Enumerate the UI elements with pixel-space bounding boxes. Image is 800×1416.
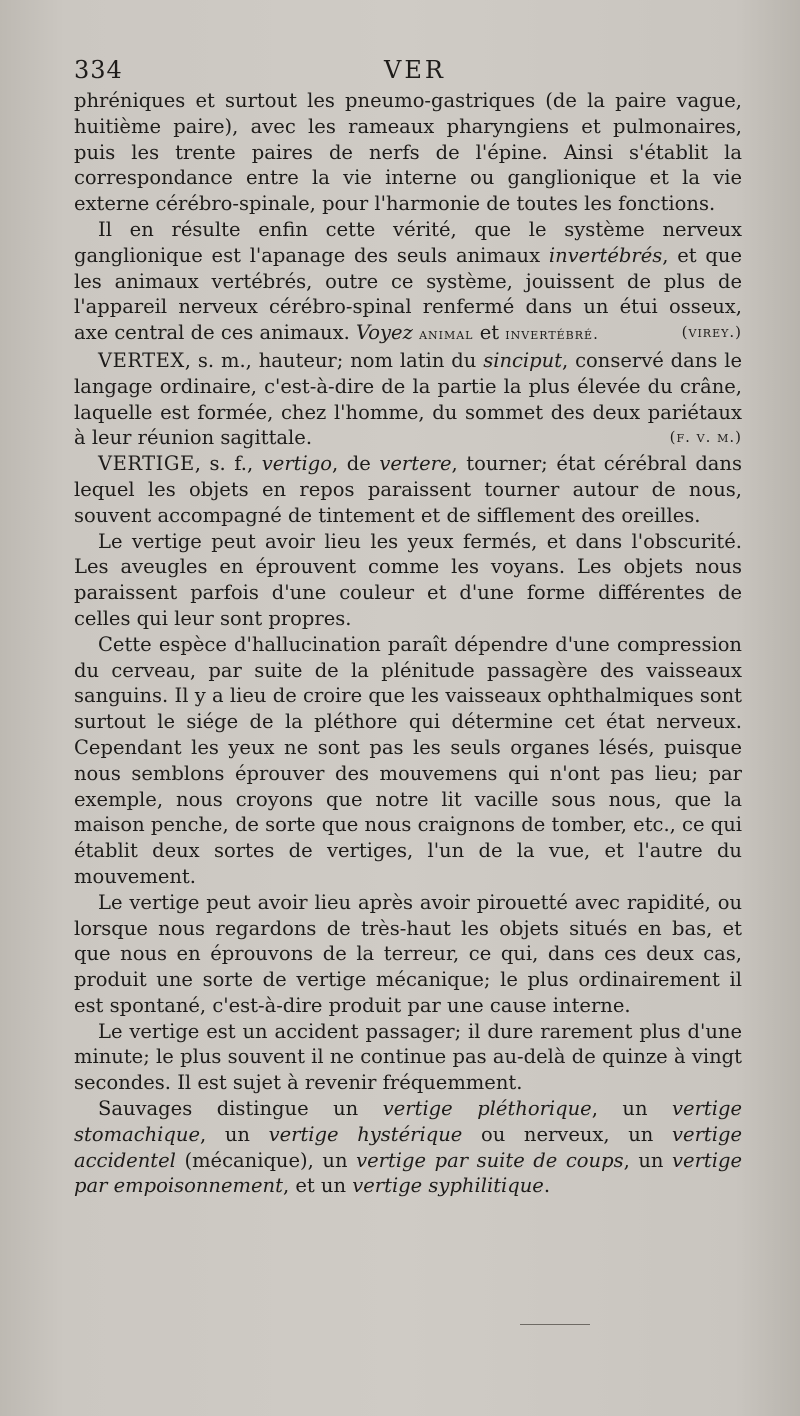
italic-term: vertige par empoisonnement (74, 1148, 742, 1198)
text-run: , tourner; état cérébral dans lequel les objets en repos paraissent tourner autour de nous, souvent accompagné de tintement et de sifflement des oreilles. (74, 452, 742, 527)
running-head: VER (384, 56, 446, 84)
text-run: , un (591, 1097, 673, 1121)
paragraph-continuation (74, 88, 742, 217)
text-run: , et un (282, 1174, 353, 1198)
paragraph-vertige-obscurity (74, 529, 742, 632)
paragraph-text: Le vertige peut avoir lieu les yeux fermés, et dans l'obscurité. Les aveugles en éprouvent comme les voyans. Les objets nous paraissent parfois d'une couleur et d'une forme différentes de celles qui leur sont propres. (74, 529, 742, 630)
page-body (74, 88, 742, 1199)
italic-term: vertige par suite de coups (356, 1148, 624, 1172)
italic-term: vertige stomachique (74, 1097, 742, 1146)
text-run: Il en résulte enfin cette vérité, que le système nerveux ganglionique est l'apanage des seuls animaux (74, 217, 742, 267)
page-number: 334 (74, 56, 123, 84)
italic-term: Voyez (355, 321, 413, 345)
italic-term: vertige pléthorique (382, 1097, 592, 1121)
italic-term: vertige accidentel (74, 1122, 742, 1172)
cross-reference: animal (419, 325, 474, 344)
text-run: , s. m., hauteur; nom latin du (184, 348, 484, 372)
text-run: , de (331, 452, 380, 476)
text-run: (mécanique), un (175, 1148, 357, 1172)
italic-term: vertige hystérique (268, 1122, 463, 1146)
entry-vertige (74, 451, 742, 528)
text-run: et (473, 321, 506, 345)
text-run: , un (623, 1148, 673, 1172)
paragraph-vertige-duration (74, 1019, 742, 1096)
italic-term: sinciput (483, 348, 563, 372)
paragraph-text: Le vertige est un accident passager; il dure rarement plus d'une minute; le plus souvent il ne continue pas au-delà de quinze à vingt secondes. Il est sujet à revenir fréquemment. (74, 1019, 742, 1095)
entry-headword: VERTIGE (98, 452, 195, 476)
paragraph-nervous-system (74, 217, 742, 348)
author-signature: (virey.) (681, 323, 742, 342)
text-run: , un (200, 1122, 269, 1146)
paragraph-text: Le vertige peut avoir lieu après avoir pirouetté avec rapidité, ou lorsque nous regardons de très-haut les objets situés en bas, et que nous en éprouvons de la terreur, ce qui, dans ces deux cas, produit une sorte de vertige mécanique; le plus ordinairement il est spontané, c'est-à-dire produit par une cause interne. (74, 890, 742, 1017)
text-run: , s. f., (194, 452, 262, 476)
italic-term: vertere (379, 452, 452, 476)
paragraph-text: phréniques et surtout les pneumo-gastriques (de la paire vague, huitième paire), avec les rameaux pharyngiens et pulmonaires, puis les trente paires de nerfs de l'épine. Ainsi s'établit la correspondance entre la vie interne ou ganglionique et la vie externe cérébro-spinale, pour l'harmonie de toutes les fonctions. (74, 89, 742, 216)
bottom-rule (520, 1324, 590, 1325)
cross-reference: invertébré. (505, 325, 599, 344)
text-run: , et que les animaux vertébrés, outre ce système, jouissent de plus de l'appareil nerveux cérébro-spinal renfermé dans un étui osseux, axe central de ces animaux. (74, 243, 742, 345)
italic-term: vertige syphilitique (352, 1174, 544, 1198)
text-run: ou nerveux, un (462, 1122, 673, 1146)
author-signature: (f. v. m.) (669, 428, 742, 447)
italic-term: vertigo (261, 452, 332, 476)
entry-vertex (74, 348, 742, 451)
paragraph-vertige-mechanical (74, 890, 742, 1019)
italic-term: invertébrés (548, 243, 663, 267)
paragraph-text: Cette espèce d'hallucination paraît dépendre d'une compression du cerveau, par suite de la plénitude passagère des vaisseaux sanguins. Il y a lieu de croire que les vaisseaux ophthalmiques sont surtout le siége de la pléthore qui détermine cet état nerveux. Cependant les yeux ne sont pas les seuls organes lésés, puisque nous semblons éprouver des mouvemens qui n'ont pas lieu; par exemple, nous croyons que notre lit vacille sous nous, que la maison penche, de sorte que nous craignons de tomber, etc., ce qui établit deux sortes de vertiges, l'un de la vue, et l'autre du mouvement. (74, 632, 742, 888)
text-run: . (543, 1174, 551, 1198)
paragraph-vertige-types (74, 1096, 742, 1199)
paragraph-vertige-hallucination (74, 632, 742, 890)
entry-headword: VERTEX (98, 348, 185, 372)
text-run: , conservé dans le langage ordinaire, c'est-à-dire de la partie la plus élevée du crâne, laquelle est formée, chez l'homme, du sommet des deux pariétaux à leur réunion sagittale. (74, 348, 743, 450)
text-run: Sauvages distingue un (98, 1097, 383, 1121)
page-header (74, 56, 744, 86)
